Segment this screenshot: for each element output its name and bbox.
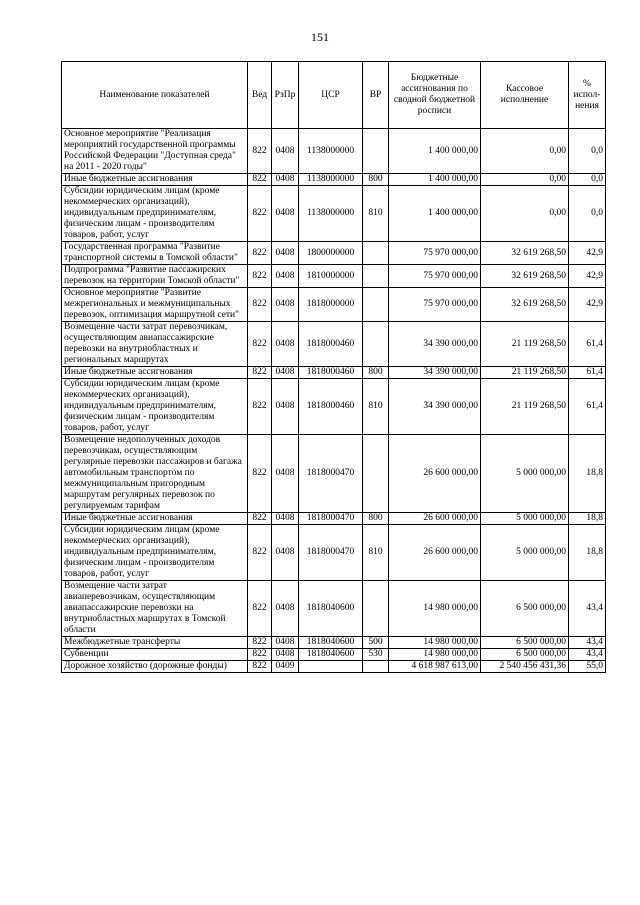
row-csr: 1138000000 bbox=[299, 129, 363, 174]
header-csr: ЦСР bbox=[299, 62, 363, 129]
row-cash: 2 540 456 431,36 bbox=[481, 661, 569, 673]
row-pct: 18,8 bbox=[569, 525, 606, 581]
row-csr: 1818000460 bbox=[299, 379, 363, 435]
row-pct: 55,0 bbox=[569, 661, 606, 673]
header-pct: % испол-нения bbox=[569, 62, 606, 129]
row-name: Подпрограмма "Развитие пассажирских перевозок на территории Томской области" bbox=[62, 265, 248, 288]
row-csr: 1138000000 bbox=[299, 186, 363, 242]
row-ved: 822 bbox=[248, 435, 272, 513]
row-rzpr: 0408 bbox=[272, 525, 299, 581]
row-pct: 42,9 bbox=[569, 288, 606, 322]
row-pct: 18,8 bbox=[569, 513, 606, 525]
budget-table bbox=[61, 61, 606, 673]
row-rzpr: 0408 bbox=[272, 379, 299, 435]
row-cash: 5 000 000,00 bbox=[481, 513, 569, 525]
row-ved: 822 bbox=[248, 379, 272, 435]
table-row bbox=[62, 174, 606, 186]
row-cash: 5 000 000,00 bbox=[481, 525, 569, 581]
row-csr: 1818000460 bbox=[299, 322, 363, 367]
row-budget: 34 390 000,00 bbox=[389, 322, 481, 367]
row-cash: 32 619 268,50 bbox=[481, 288, 569, 322]
row-pct: 61,4 bbox=[569, 379, 606, 435]
row-name: Дорожное хозяйство (дорожные фонды) bbox=[62, 661, 248, 673]
page-number: 151 bbox=[311, 30, 329, 44]
row-vr bbox=[363, 265, 389, 288]
row-budget: 1 400 000,00 bbox=[389, 129, 481, 174]
row-rzpr: 0408 bbox=[272, 367, 299, 379]
row-vr bbox=[363, 581, 389, 637]
row-cash: 21 119 268,50 bbox=[481, 367, 569, 379]
row-ved: 822 bbox=[248, 367, 272, 379]
row-rzpr: 0408 bbox=[272, 322, 299, 367]
row-vr: 800 bbox=[363, 174, 389, 186]
row-pct: 43,4 bbox=[569, 637, 606, 649]
row-budget: 14 980 000,00 bbox=[389, 581, 481, 637]
row-ved: 822 bbox=[248, 186, 272, 242]
row-budget: 26 600 000,00 bbox=[389, 435, 481, 513]
header-vr: ВР bbox=[363, 62, 389, 129]
row-csr: 1818040600 bbox=[299, 637, 363, 649]
row-ved: 822 bbox=[248, 637, 272, 649]
row-cash: 21 119 268,50 bbox=[481, 322, 569, 367]
row-name: Возмещение недополученных доходов перевозчикам, осуществляющим регулярные перевозки пассажиров и багажа автомобильным транспортом по межмуниципальным пригородным маршрутам регулярных перевозок по регулируемым тарифам bbox=[62, 435, 248, 513]
row-csr: 1138000000 bbox=[299, 174, 363, 186]
row-cash: 6 500 000,00 bbox=[481, 581, 569, 637]
row-rzpr: 0408 bbox=[272, 186, 299, 242]
row-ved: 822 bbox=[248, 581, 272, 637]
table-row bbox=[62, 322, 606, 367]
row-pct: 61,4 bbox=[569, 322, 606, 367]
row-csr bbox=[299, 661, 363, 673]
row-cash: 32 619 268,50 bbox=[481, 242, 569, 265]
row-name: Субвенции bbox=[62, 649, 248, 661]
row-pct: 43,4 bbox=[569, 581, 606, 637]
row-rzpr: 0408 bbox=[272, 581, 299, 637]
row-budget: 34 390 000,00 bbox=[389, 379, 481, 435]
row-rzpr: 0408 bbox=[272, 242, 299, 265]
row-budget: 14 980 000,00 bbox=[389, 637, 481, 649]
row-pct: 0,0 bbox=[569, 174, 606, 186]
table-row bbox=[62, 379, 606, 435]
row-vr bbox=[363, 242, 389, 265]
table-row bbox=[62, 581, 606, 637]
row-cash: 21 119 268,50 bbox=[481, 379, 569, 435]
row-budget: 4 618 987 613,00 bbox=[389, 661, 481, 673]
table-row bbox=[62, 288, 606, 322]
header-name: Наименование показателей bbox=[62, 62, 248, 129]
row-csr: 1818000460 bbox=[299, 367, 363, 379]
row-pct: 18,8 bbox=[569, 435, 606, 513]
row-rzpr: 0408 bbox=[272, 174, 299, 186]
row-pct: 42,9 bbox=[569, 242, 606, 265]
row-vr bbox=[363, 288, 389, 322]
row-ved: 822 bbox=[248, 129, 272, 174]
table-row bbox=[62, 129, 606, 174]
row-rzpr: 0408 bbox=[272, 513, 299, 525]
row-csr: 1818040600 bbox=[299, 581, 363, 637]
row-vr: 800 bbox=[363, 513, 389, 525]
row-name: Субсидии юридическим лицам (кроме некоммерческих организаций), индивидуальным предпринимателям, физическим лицам - производителям товаров, работ, услуг bbox=[62, 186, 248, 242]
row-rzpr: 0408 bbox=[272, 637, 299, 649]
row-vr: 800 bbox=[363, 367, 389, 379]
row-name: Субсидии юридическим лицам (кроме некоммерческих организаций), индивидуальным предпринимателям, физическим лицам - производителям товаров, работ, услуг bbox=[62, 379, 248, 435]
row-vr: 810 bbox=[363, 525, 389, 581]
row-ved: 822 bbox=[248, 661, 272, 673]
row-csr: 1800000000 bbox=[299, 242, 363, 265]
row-csr: 1818000470 bbox=[299, 525, 363, 581]
row-budget: 75 970 000,00 bbox=[389, 242, 481, 265]
table-row bbox=[62, 186, 606, 242]
row-csr: 1818040600 bbox=[299, 649, 363, 661]
row-rzpr: 0408 bbox=[272, 265, 299, 288]
row-ved: 822 bbox=[248, 174, 272, 186]
row-rzpr: 0409 bbox=[272, 661, 299, 673]
table-row bbox=[62, 513, 606, 525]
row-ved: 822 bbox=[248, 525, 272, 581]
row-ved: 822 bbox=[248, 288, 272, 322]
table-row bbox=[62, 649, 606, 661]
row-vr: 810 bbox=[363, 186, 389, 242]
table-row bbox=[62, 525, 606, 581]
table-header-row bbox=[62, 62, 606, 129]
row-name: Иные бюджетные ассигнования bbox=[62, 174, 248, 186]
row-budget: 75 970 000,00 bbox=[389, 265, 481, 288]
row-name: Субсидии юридическим лицам (кроме некоммерческих организаций), индивидуальным предпринимателям, физическим лицам - производителям товаров, работ, услуг bbox=[62, 525, 248, 581]
table-row bbox=[62, 265, 606, 288]
row-cash: 0,00 bbox=[481, 186, 569, 242]
header-rzpr: РзПр bbox=[272, 62, 299, 129]
table-row bbox=[62, 637, 606, 649]
row-vr bbox=[363, 322, 389, 367]
row-budget: 14 980 000,00 bbox=[389, 649, 481, 661]
table-row bbox=[62, 367, 606, 379]
row-rzpr: 0408 bbox=[272, 435, 299, 513]
row-budget: 26 600 000,00 bbox=[389, 513, 481, 525]
table-row bbox=[62, 661, 606, 673]
row-vr: 500 bbox=[363, 637, 389, 649]
row-rzpr: 0408 bbox=[272, 649, 299, 661]
row-cash: 6 500 000,00 bbox=[481, 637, 569, 649]
row-csr: 1818000000 bbox=[299, 288, 363, 322]
row-ved: 822 bbox=[248, 513, 272, 525]
row-ved: 822 bbox=[248, 242, 272, 265]
row-vr bbox=[363, 661, 389, 673]
row-pct: 0,0 bbox=[569, 186, 606, 242]
row-name: Основное мероприятие "Развитие межрегиональных и межмуниципальных перевозок, оптимизация маршрутной сети" bbox=[62, 288, 248, 322]
row-ved: 822 bbox=[248, 649, 272, 661]
row-ved: 822 bbox=[248, 322, 272, 367]
row-cash: 6 500 000,00 bbox=[481, 649, 569, 661]
table-row bbox=[62, 242, 606, 265]
row-name: Возмещение части затрат перевозчикам, осуществляющим авиапассажирские перевозки на внутриобластных и региональных маршрутах bbox=[62, 322, 248, 367]
row-rzpr: 0408 bbox=[272, 129, 299, 174]
row-name: Межбюджетные трансферты bbox=[62, 637, 248, 649]
row-budget: 1 400 000,00 bbox=[389, 174, 481, 186]
row-vr: 530 bbox=[363, 649, 389, 661]
row-vr: 810 bbox=[363, 379, 389, 435]
row-name: Государственная программа "Развитие транспортной системы в Томской области" bbox=[62, 242, 248, 265]
row-csr: 1818000470 bbox=[299, 435, 363, 513]
table-row bbox=[62, 435, 606, 513]
row-pct: 61,4 bbox=[569, 367, 606, 379]
row-csr: 1818000470 bbox=[299, 513, 363, 525]
row-ved: 822 bbox=[248, 265, 272, 288]
row-pct: 0,0 bbox=[569, 129, 606, 174]
row-cash: 0,00 bbox=[481, 174, 569, 186]
row-rzpr: 0408 bbox=[272, 288, 299, 322]
row-name: Иные бюджетные ассигнования bbox=[62, 513, 248, 525]
row-budget: 34 390 000,00 bbox=[389, 367, 481, 379]
header-ved: Вед bbox=[248, 62, 272, 129]
row-pct: 42,9 bbox=[569, 265, 606, 288]
header-budget: Бюджетные ассигнования по сводной бюджетной росписи bbox=[389, 62, 481, 129]
row-cash: 5 000 000,00 bbox=[481, 435, 569, 513]
row-budget: 1 400 000,00 bbox=[389, 186, 481, 242]
header-cash: Кассовое исполнение bbox=[481, 62, 569, 129]
row-name: Иные бюджетные ассигнования bbox=[62, 367, 248, 379]
row-vr bbox=[363, 435, 389, 513]
row-cash: 0,00 bbox=[481, 129, 569, 174]
row-cash: 32 619 268,50 bbox=[481, 265, 569, 288]
row-name: Основное мероприятие "Реализация мероприятий государственной программы Российской Федерации "Доступная среда" на 2011 - 2020 годы" bbox=[62, 129, 248, 174]
row-vr bbox=[363, 129, 389, 174]
row-name: Возмещение части затрат авиаперевозчикам, осуществляющим авиапассажирские перевозки на внутриобластных маршрутах в Томской области bbox=[62, 581, 248, 637]
row-budget: 75 970 000,00 bbox=[389, 288, 481, 322]
row-csr: 1810000000 bbox=[299, 265, 363, 288]
row-budget: 26 600 000,00 bbox=[389, 525, 481, 581]
row-pct: 43,4 bbox=[569, 649, 606, 661]
